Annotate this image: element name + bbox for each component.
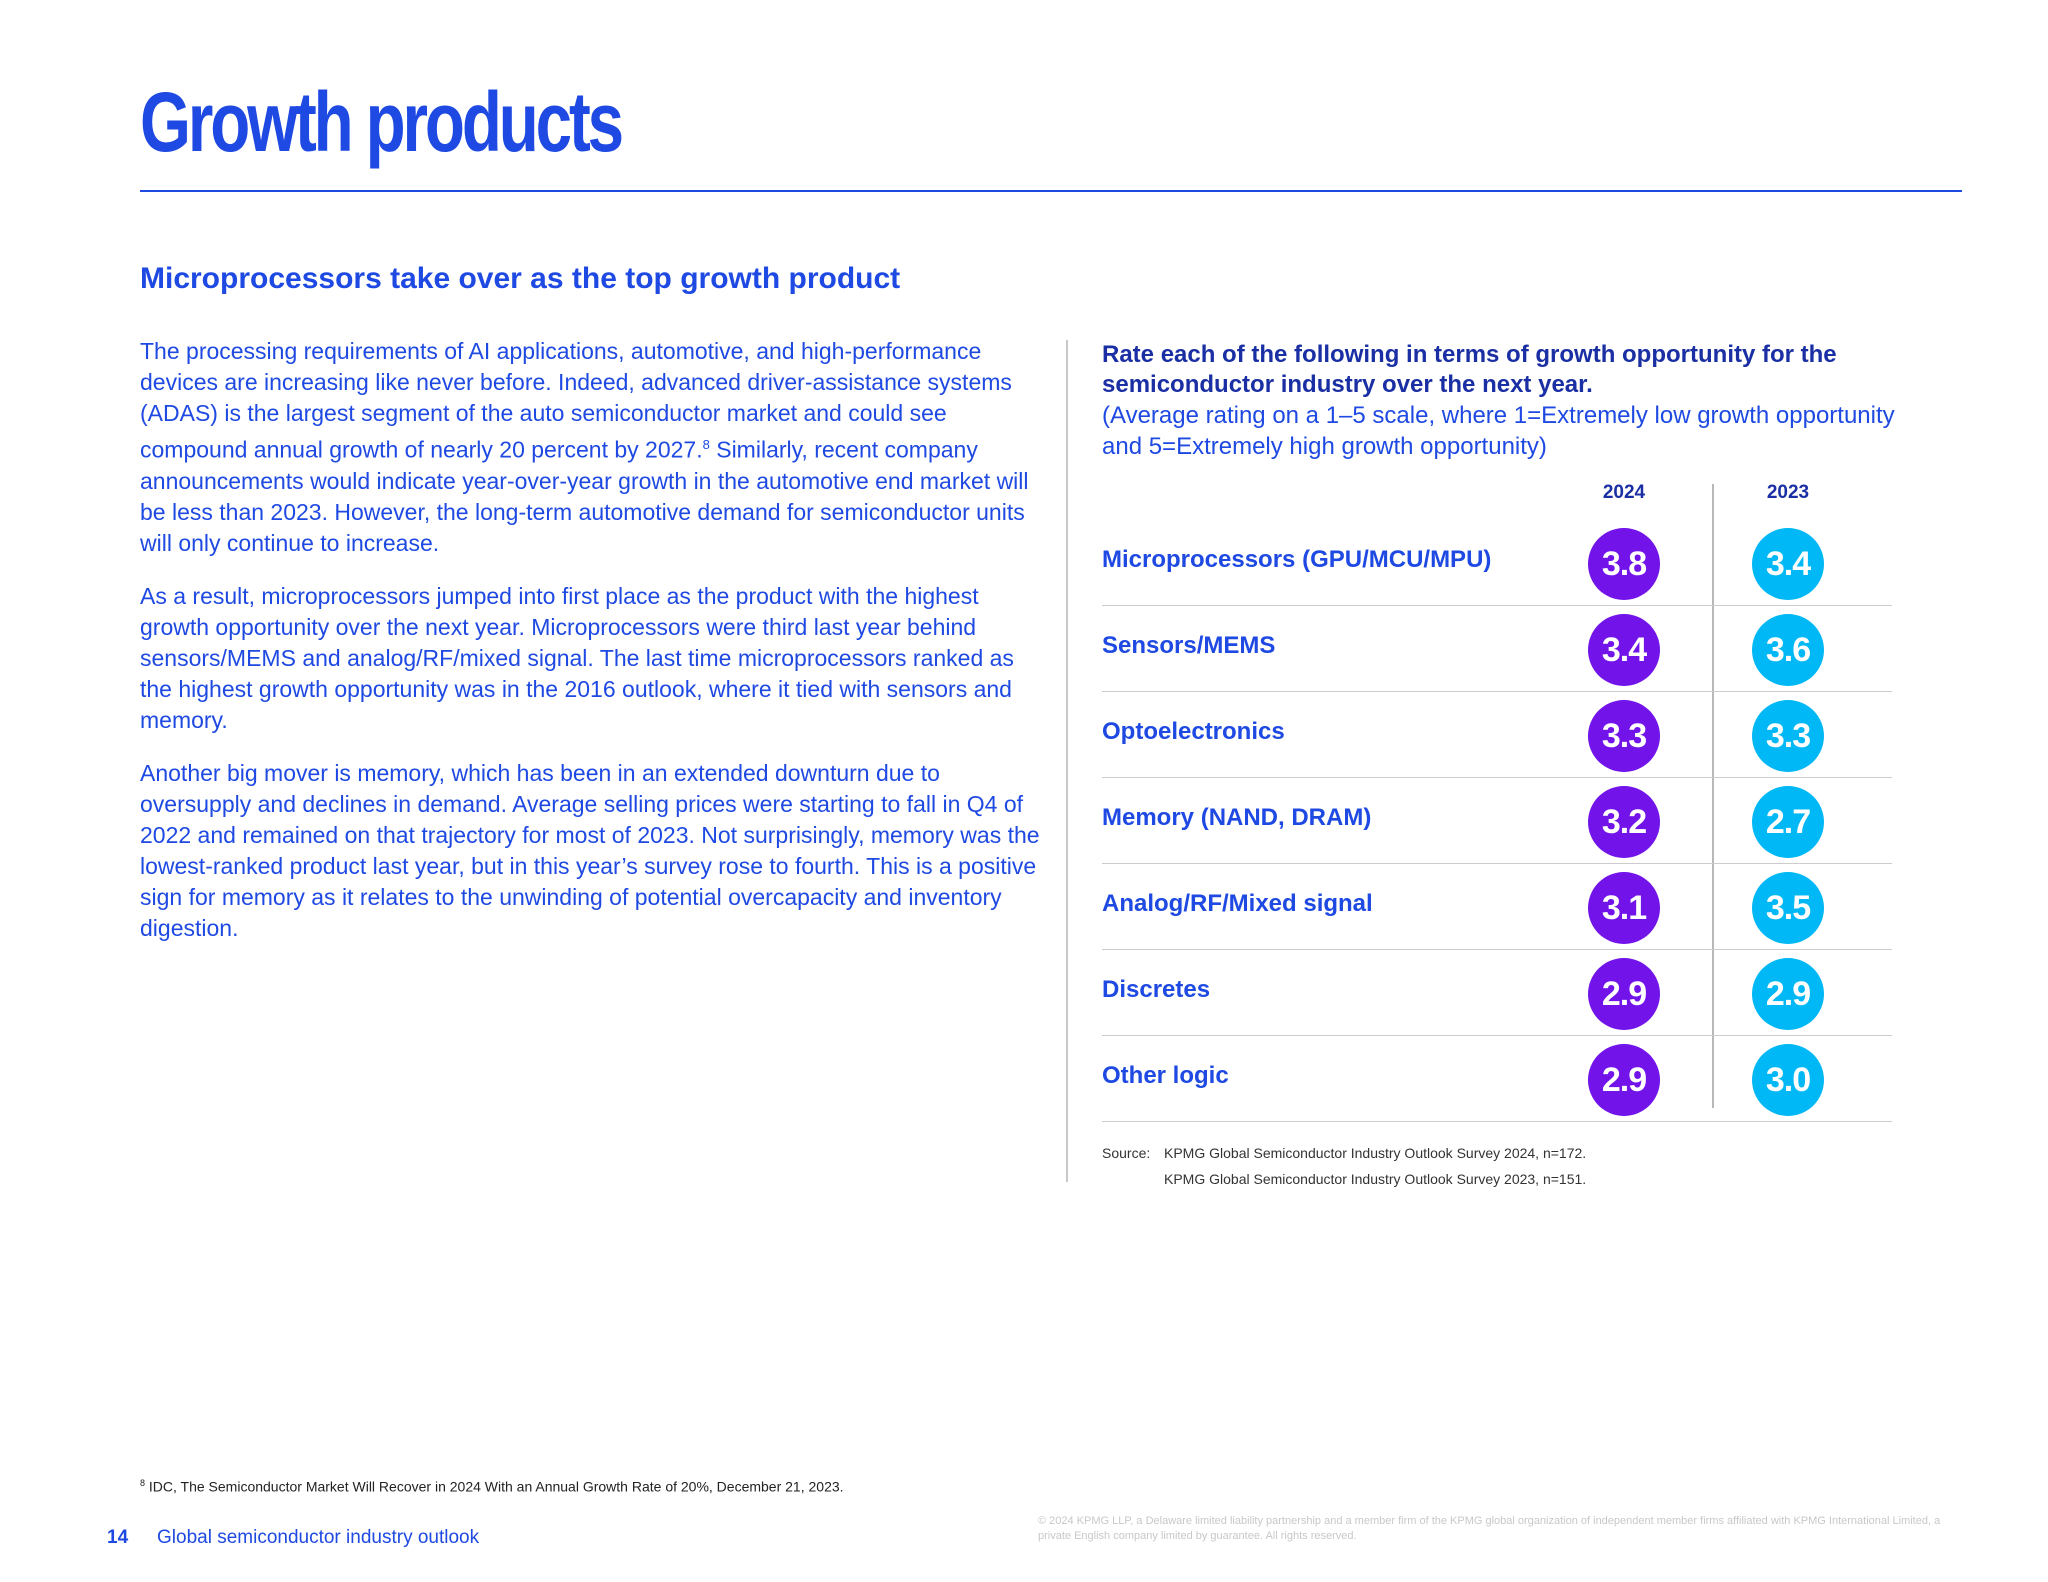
row-label: Optoelectronics [1102, 718, 1285, 745]
table-row [1102, 692, 1892, 778]
rating-bubble-2024: 3.1 [1588, 872, 1660, 944]
title-divider [140, 190, 1962, 192]
rating-bubble-2023: 3.3 [1752, 700, 1824, 772]
rating-bubble-2023: 2.9 [1752, 958, 1824, 1030]
table-row [1102, 520, 1892, 606]
column-divider [1066, 340, 1068, 1182]
body-text [140, 336, 1040, 966]
row-label: Discretes [1102, 976, 1211, 1003]
rating-bubble-2023: 3.4 [1752, 528, 1824, 600]
legal-notice: © 2024 KPMG LLP, a Delaware limited liability partnership and a member firm of the KPMG global organization of independent member firms affiliated with KPMG International Limited, a private English company limited by guarantee. All rights reserved. [1038, 1515, 1941, 1542]
rating-bubble-2024: 2.9 [1588, 958, 1660, 1030]
row-label: Other logic [1102, 1062, 1229, 1089]
body-paragraph: As a result, microprocessors jumped into first place as the product with the highest growth opportunity over the next year. Microprocessors were third last year behind sensors/MEMS and analog/RF/mixed signal. The last time microprocessors ranked as the highest growth opportunity was in the 2016 outlook, where it tied with sensors and memory. [140, 582, 1014, 733]
row-label: Analog/RF/Mixed signal [1102, 890, 1373, 917]
footnote [140, 1478, 844, 1495]
row-divider [1102, 1121, 1892, 1122]
rating-bubble-2024: 3.2 [1588, 786, 1660, 858]
footnote-number: 8 [140, 1478, 146, 1488]
document-name: Global semiconductor industry outlook [157, 1527, 480, 1548]
chart-header [1102, 340, 1902, 462]
body-paragraph: Another big mover is memory, which has been in an extended downturn due to oversupply and declines in demand. Average selling prices were starting to fall in Q4 of 2022 and remained on that trajectory for most of 2023. Not surprisingly, memory was the lowest-ranked product last year, but in this year’s survey rose to fourth. This is a positive sign for memory as it relates to the unwinding of potential overcapacity and inventory digestion. [140, 759, 1040, 941]
source-line: KPMG Global Semiconductor Industry Outlook Survey 2023, n=151. [1164, 1171, 1587, 1187]
chart-subtitle: (Average rating on a 1–5 scale, where 1=Extremely low growth opportunity and 5=Extremely high growth opportunity) [1102, 402, 1895, 460]
rating-bubble-2023: 3.0 [1752, 1044, 1824, 1116]
row-label: Microprocessors (GPU/MCU/MPU) [1102, 546, 1492, 573]
source-label: Source: [1102, 1145, 1151, 1161]
table-row [1102, 778, 1892, 864]
body-paragraph: The processing requirements of AI applications, automotive, and high-performance devices are increasing like never before. Indeed, advanced driver-assistance systems (ADAS) is the largest segment of the auto semiconductor market and could see compound annual growth of nearly 20 percent by 2027.$^8$ Similarly, recent company announcements would indicate year-over-year growth in the automotive end market will be less than 2023. However, the long-term automotive demand for semiconductor units will only continue to increase. [140, 338, 1029, 556]
table-row [1102, 950, 1892, 1036]
page-number: 14 [107, 1527, 129, 1548]
row-label: Sensors/MEMS [1102, 632, 1276, 659]
column-header-2024: 2024 [1602, 482, 1646, 503]
section-subheading: Microprocessors take over as the top growth product [140, 262, 901, 295]
rating-bubble-2024: 3.8 [1588, 528, 1660, 600]
rating-bubble-2023: 3.5 [1752, 872, 1824, 944]
chart-title: Rate each of the following in terms of growth opportunity for the semiconductor industry over the next year. [1102, 341, 1837, 398]
row-label: Memory (NAND, DRAM) [1102, 804, 1372, 831]
column-header-2023: 2023 [1766, 482, 1810, 503]
footnote-reference[interactable]: 8 [702, 437, 710, 452]
rating-bubble-2024: 3.4 [1588, 614, 1660, 686]
page-title: Growth products [140, 75, 621, 169]
source-line: KPMG Global Semiconductor Industry Outlook Survey 2024, n=172. [1164, 1145, 1587, 1161]
table-row [1102, 1036, 1892, 1122]
table-row [1102, 864, 1892, 950]
footnote-text: IDC, The Semiconductor Market Will Recover in 2024 With an Annual Growth Rate of 20%, December 21, 2023. [148, 1478, 844, 1495]
rating-bubble-2024: 2.9 [1588, 1044, 1660, 1116]
rating-bubble-2023: 3.6 [1752, 614, 1824, 686]
chart-source [1102, 1140, 1586, 1192]
rating-table [1102, 520, 1892, 1122]
rating-bubble-2023: 2.7 [1752, 786, 1824, 858]
table-row [1102, 606, 1892, 692]
rating-bubble-2024: 3.3 [1588, 700, 1660, 772]
